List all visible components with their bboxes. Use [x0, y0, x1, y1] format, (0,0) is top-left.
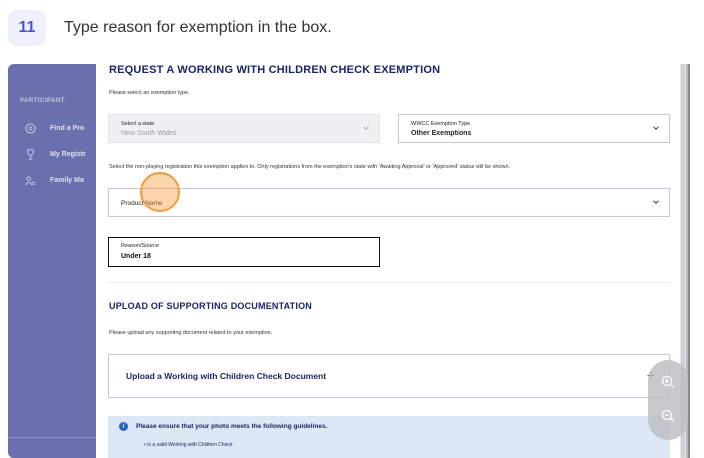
background-page-edge [688, 64, 696, 458]
zoom-controls [648, 360, 688, 440]
modal-title: REQUEST A WORKING WITH CHILDREN CHECK EXEMPTION [109, 64, 441, 76]
chevron-down-icon [652, 198, 660, 206]
reason-source-input[interactable] [108, 237, 380, 267]
sidebar-divider [8, 437, 108, 438]
registration-info-text: Select the non-playing registration this exemption applies to. Only registrations from the exemption's state with 'Awaiting Approval' or 'Approved' status will be shown. [109, 164, 511, 170]
product-name-select[interactable] [108, 188, 670, 217]
state-select[interactable] [108, 114, 380, 143]
sidebar-item-family-management[interactable] [24, 172, 84, 188]
sidebar-item-my-registrations[interactable] [24, 146, 86, 162]
state-select-value: New South Wales [121, 130, 177, 137]
chevron-down-icon [652, 124, 660, 132]
sidebar-item-label: Family Ma [50, 176, 84, 184]
step-number-badge: 11 [8, 10, 46, 46]
step-instruction: Type reason for exemption in the box. [64, 19, 332, 36]
trophy-icon [24, 148, 36, 160]
reason-input-caption: Reason/Source [121, 243, 159, 249]
upload-section-subtitle: Please upload any supporting document related to your exemption. [109, 330, 273, 336]
screenshot-frame [8, 64, 696, 458]
wwcc-exemption-type-select[interactable] [398, 114, 670, 143]
exemption-modal [96, 64, 686, 458]
upload-section-title: UPLOAD OF SUPPORTING DOCUMENTATION [109, 301, 312, 311]
guidelines-bullet: • Is a valid Working with Children Check [144, 442, 233, 448]
guidelines-title: Please ensure that your photo meets the following guidelines. [136, 423, 328, 430]
upload-document-card[interactable] [108, 354, 670, 398]
photo-guidelines-notice [108, 416, 670, 458]
step-header [0, 0, 704, 62]
chevron-down-icon [362, 124, 370, 132]
info-icon: i [119, 422, 128, 431]
wwcc-select-value: Other Exemptions [411, 130, 472, 137]
sidebar [8, 64, 108, 458]
reason-input-value: Under 18 [121, 253, 151, 260]
modal-subtitle: Please select an exemption type. [109, 90, 190, 96]
sidebar-item-find-a-program[interactable] [24, 120, 84, 136]
section-divider [108, 282, 670, 283]
soccer-ball-icon [24, 122, 36, 134]
click-indicator [140, 172, 180, 212]
zoom-out-icon[interactable] [658, 406, 678, 426]
wwcc-select-caption: WWCC Exemption Type [411, 121, 471, 127]
state-select-caption: Select a state [121, 121, 155, 127]
upload-card-label: Upload a Working with Children Check Document [126, 371, 327, 381]
sidebar-heading: PARTICIPANT [20, 98, 65, 104]
sidebar-item-label: My Registr [50, 150, 86, 158]
people-icon [24, 174, 36, 186]
zoom-in-icon[interactable] [658, 372, 678, 392]
product-select-value: Product Name [121, 200, 163, 207]
sidebar-item-label: Find a Pro [50, 124, 85, 132]
